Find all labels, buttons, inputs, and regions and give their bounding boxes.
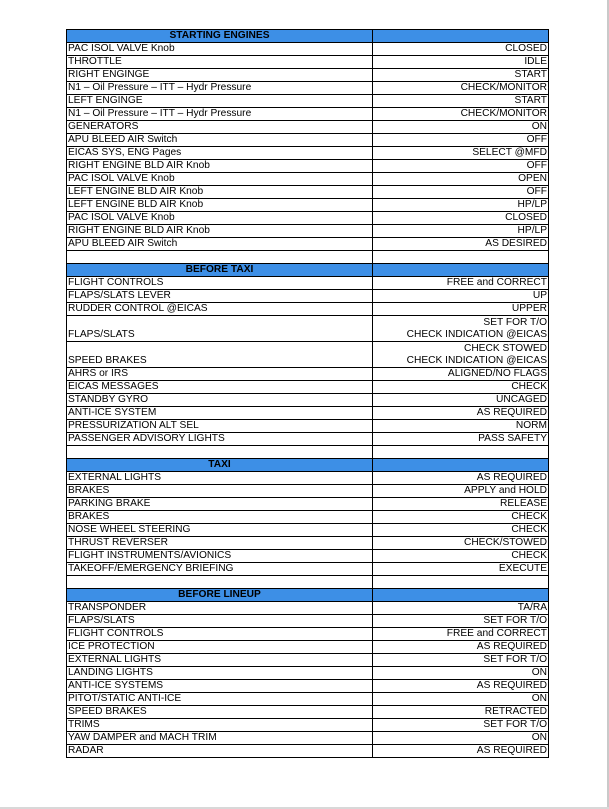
checklist-action bbox=[373, 667, 549, 680]
checklist-action bbox=[373, 693, 549, 706]
section-header-taxi bbox=[67, 459, 549, 472]
checklist-action-line: PASS SAFETY bbox=[478, 433, 547, 445]
checklist-action-line: ALIGNED/NO FLAGS bbox=[447, 368, 547, 380]
checklist-action-line: AS REQUIRED bbox=[476, 472, 547, 484]
checklist-action-line: ON bbox=[531, 121, 547, 133]
checklist-row bbox=[67, 95, 549, 108]
checklist-row bbox=[67, 43, 549, 56]
checklist-row bbox=[67, 394, 549, 407]
checklist-action bbox=[373, 745, 549, 758]
checklist-action bbox=[373, 342, 549, 368]
checklist-row bbox=[67, 511, 549, 524]
checklist-action-line: SET FOR T/O bbox=[483, 719, 547, 731]
checklist-action-line: UNCAGED bbox=[496, 394, 547, 406]
checklist-item: EICAS MESSAGES bbox=[67, 381, 373, 394]
checklist-row bbox=[67, 550, 549, 563]
checklist-action bbox=[373, 524, 549, 537]
checklist-item: RIGHT ENGINE BLD AIR Knob bbox=[67, 160, 373, 173]
checklist-row bbox=[67, 147, 549, 160]
checklist-row bbox=[67, 186, 549, 199]
checklist-item: FLIGHT INSTRUMENTS/AVIONICS bbox=[67, 550, 373, 563]
section-header-blank-cell bbox=[373, 264, 549, 277]
checklist-action bbox=[373, 121, 549, 134]
checklist-action-line: CHECK INDICATION @EICAS bbox=[406, 355, 547, 366]
checklist-item: RIGHT ENGINE BLD AIR Knob bbox=[67, 225, 373, 238]
checklist-item: APU BLEED AIR Switch bbox=[67, 238, 373, 251]
checklist-row bbox=[67, 381, 549, 394]
checklist-action bbox=[373, 212, 549, 225]
checklist-body bbox=[67, 30, 549, 758]
checklist-item: RADAR bbox=[67, 745, 373, 758]
section-title: TAXI bbox=[67, 459, 373, 472]
checklist-action-line: CHECK bbox=[511, 550, 547, 562]
checklist-item: ANTI-ICE SYSTEMS bbox=[67, 680, 373, 693]
checklist-action bbox=[373, 186, 549, 199]
checklist-action bbox=[373, 563, 549, 576]
checklist-action bbox=[373, 277, 549, 290]
checklist-action-line: IDLE bbox=[524, 56, 547, 68]
checklist-item: TAKEOFF/EMERGENCY BRIEFING bbox=[67, 563, 373, 576]
checklist-action bbox=[373, 602, 549, 615]
checklist-row bbox=[67, 290, 549, 303]
checklist-action bbox=[373, 368, 549, 381]
checklist-item: RUDDER CONTROL @EICAS bbox=[67, 303, 373, 316]
checklist-action-line: FREE and CORRECT bbox=[446, 628, 547, 640]
checklist-action bbox=[373, 43, 549, 56]
checklist-item: YAW DAMPER and MACH TRIM bbox=[67, 732, 373, 745]
checklist-action bbox=[373, 225, 549, 238]
blank-cell bbox=[373, 251, 549, 264]
checklist-item: THRUST REVERSER bbox=[67, 537, 373, 550]
checklist-item: AHRS or IRS bbox=[67, 368, 373, 381]
checklist-action-line: RELEASE bbox=[500, 498, 547, 510]
section-header-starting-engines bbox=[67, 30, 549, 43]
blank-spacer-row bbox=[67, 251, 549, 264]
checklist-action bbox=[373, 160, 549, 173]
checklist-row bbox=[67, 654, 549, 667]
checklist-item: FLIGHT CONTROLS bbox=[67, 277, 373, 290]
checklist-row bbox=[67, 420, 549, 433]
checklist-action-line: HP/LP bbox=[517, 225, 547, 237]
section-header-before-taxi bbox=[67, 264, 549, 277]
checklist-action-line: APPLY and HOLD bbox=[464, 485, 547, 497]
section-title: STARTING ENGINES bbox=[67, 30, 373, 43]
checklist-item: LEFT ENGINGE bbox=[67, 95, 373, 108]
checklist-row bbox=[67, 160, 549, 173]
checklist-item: RIGHT ENGINGE bbox=[67, 69, 373, 82]
checklist-row bbox=[67, 719, 549, 732]
checklist-item: EXTERNAL LIGHTS bbox=[67, 472, 373, 485]
checklist-item: FLAPS/SLATS bbox=[67, 316, 373, 342]
checklist-row bbox=[67, 498, 549, 511]
checklist-row bbox=[67, 563, 549, 576]
checklist-row bbox=[67, 303, 549, 316]
checklist-table bbox=[66, 29, 549, 758]
checklist-action-line: START bbox=[514, 95, 547, 107]
checklist-action bbox=[373, 134, 549, 147]
checklist-row bbox=[67, 368, 549, 381]
checklist-action bbox=[373, 654, 549, 667]
checklist-action-line: ON bbox=[531, 693, 547, 705]
checklist-row bbox=[67, 745, 549, 758]
checklist-action-line: HP/LP bbox=[517, 199, 547, 211]
checklist-action-line: CLOSED bbox=[505, 43, 547, 55]
checklist-action bbox=[373, 472, 549, 485]
checklist-item: PRESSURIZATION ALT SEL bbox=[67, 420, 373, 433]
checklist-row bbox=[67, 82, 549, 95]
checklist-item: GENERATORS bbox=[67, 121, 373, 134]
checklist-row bbox=[67, 277, 549, 290]
checklist-row bbox=[67, 212, 549, 225]
checklist-item: TRANSPONDER bbox=[67, 602, 373, 615]
blank-cell bbox=[67, 446, 373, 459]
checklist-action-line: AS REQUIRED bbox=[476, 745, 547, 757]
checklist-action bbox=[373, 641, 549, 654]
checklist-row bbox=[67, 199, 549, 212]
checklist-item: N1 – Oil Pressure – ITT – Hydr Pressure bbox=[67, 82, 373, 95]
checklist-action-line: CHECK STOWED bbox=[463, 343, 547, 354]
checklist-action bbox=[373, 706, 549, 719]
checklist-item: EICAS SYS, ENG Pages bbox=[67, 147, 373, 160]
checklist-action-line: AS DESIRED bbox=[485, 238, 547, 250]
checklist-action-line: OFF bbox=[526, 186, 547, 198]
checklist-action-line: SELECT @MFD bbox=[472, 147, 547, 159]
checklist-item: PAC ISOL VALVE Knob bbox=[67, 212, 373, 225]
checklist-action-line: OFF bbox=[526, 134, 547, 146]
checklist-item: PARKING BRAKE bbox=[67, 498, 373, 511]
checklist-row bbox=[67, 706, 549, 719]
checklist-item: N1 – Oil Pressure – ITT – Hydr Pressure bbox=[67, 108, 373, 121]
checklist-action-line: AS REQUIRED bbox=[476, 641, 547, 653]
checklist-row bbox=[67, 537, 549, 550]
checklist-item: THROTTLE bbox=[67, 56, 373, 69]
checklist-row bbox=[67, 693, 549, 706]
blank-cell bbox=[373, 446, 549, 459]
checklist-action-line: OPEN bbox=[518, 173, 547, 185]
checklist-row bbox=[67, 316, 549, 342]
checklist-action bbox=[373, 173, 549, 186]
checklist-action-line: ON bbox=[531, 732, 547, 744]
checklist-action bbox=[373, 485, 549, 498]
checklist-item: FLAPS/SLATS LEVER bbox=[67, 290, 373, 303]
checklist-item: LANDING LIGHTS bbox=[67, 667, 373, 680]
checklist-action-line: CHECK bbox=[511, 381, 547, 393]
checklist-action bbox=[373, 732, 549, 745]
checklist-action-line: UPPER bbox=[511, 303, 547, 315]
checklist-row bbox=[67, 69, 549, 82]
checklist-item: BRAKES bbox=[67, 511, 373, 524]
checklist-item: PASSENGER ADVISORY LIGHTS bbox=[67, 433, 373, 446]
checklist-item: APU BLEED AIR Switch bbox=[67, 134, 373, 147]
checklist-action-line: CLOSED bbox=[505, 212, 547, 224]
blank-spacer-row bbox=[67, 576, 549, 589]
checklist-action bbox=[373, 433, 549, 446]
checklist-row bbox=[67, 602, 549, 615]
checklist-action-line: OFF bbox=[526, 160, 547, 172]
checklist-item: SPEED BRAKES bbox=[67, 342, 373, 368]
checklist-item: PAC ISOL VALVE Knob bbox=[67, 43, 373, 56]
section-header-before-lineup bbox=[67, 589, 549, 602]
checklist-row bbox=[67, 407, 549, 420]
checklist-action-line: UP bbox=[532, 290, 547, 302]
checklist-row bbox=[67, 108, 549, 121]
checklist-action-line: CHECK/MONITOR bbox=[460, 108, 547, 120]
checklist-action bbox=[373, 511, 549, 524]
checklist-item: SPEED BRAKES bbox=[67, 706, 373, 719]
checklist-row bbox=[67, 524, 549, 537]
checklist-item: PITOT/STATIC ANTI-ICE bbox=[67, 693, 373, 706]
checklist-row bbox=[67, 485, 549, 498]
checklist-action-line: START bbox=[514, 69, 547, 81]
checklist-item: NOSE WHEEL STEERING bbox=[67, 524, 373, 537]
checklist-action-line: CHECK/STOWED bbox=[463, 537, 547, 549]
checklist-action bbox=[373, 680, 549, 693]
checklist-row bbox=[67, 238, 549, 251]
checklist-row bbox=[67, 641, 549, 654]
checklist-action-line: SET FOR T/O bbox=[483, 615, 547, 627]
checklist-action-line: RETRACTED bbox=[484, 706, 547, 718]
checklist-action bbox=[373, 537, 549, 550]
blank-cell bbox=[67, 576, 373, 589]
checklist-action-line: FREE and CORRECT bbox=[446, 277, 547, 289]
checklist-item: TRIMS bbox=[67, 719, 373, 732]
checklist-item: ICE PROTECTION bbox=[67, 641, 373, 654]
checklist-action bbox=[373, 407, 549, 420]
checklist-action bbox=[373, 420, 549, 433]
checklist-row bbox=[67, 342, 549, 368]
checklist-action-line: EXECUTE bbox=[498, 563, 547, 575]
checklist-action bbox=[373, 719, 549, 732]
checklist-action bbox=[373, 550, 549, 563]
checklist-action bbox=[373, 290, 549, 303]
checklist-action-line: CHECK bbox=[511, 524, 547, 536]
section-header-blank-cell bbox=[373, 30, 549, 43]
checklist-action-line: NORM bbox=[515, 420, 547, 432]
blank-spacer-row bbox=[67, 446, 549, 459]
checklist-action bbox=[373, 56, 549, 69]
checklist-action bbox=[373, 199, 549, 212]
checklist-row bbox=[67, 56, 549, 69]
checklist-row bbox=[67, 134, 549, 147]
checklist-action bbox=[373, 303, 549, 316]
checklist-item: EXTERNAL LIGHTS bbox=[67, 654, 373, 667]
blank-cell bbox=[67, 251, 373, 264]
checklist-row bbox=[67, 433, 549, 446]
checklist-row bbox=[67, 615, 549, 628]
checklist-action bbox=[373, 69, 549, 82]
checklist-action bbox=[373, 615, 549, 628]
checklist-action bbox=[373, 238, 549, 251]
checklist-action bbox=[373, 95, 549, 108]
checklist-row bbox=[67, 472, 549, 485]
checklist-action-line: AS REQUIRED bbox=[476, 407, 547, 419]
checklist-action-line: CHECK/MONITOR bbox=[460, 82, 547, 94]
checklist-row bbox=[67, 680, 549, 693]
checklist-action bbox=[373, 316, 549, 342]
checklist-row bbox=[67, 121, 549, 134]
checklist-action-line: TA/RA bbox=[517, 602, 547, 614]
checklist-item: PAC ISOL VALVE Knob bbox=[67, 173, 373, 186]
blank-cell bbox=[373, 576, 549, 589]
checklist-item: ANTI-ICE SYSTEM bbox=[67, 407, 373, 420]
checklist-action-line: CHECK INDICATION @EICAS bbox=[406, 329, 547, 340]
checklist-item: LEFT ENGINE BLD AIR Knob bbox=[67, 199, 373, 212]
checklist-action bbox=[373, 381, 549, 394]
checklist-action-line: SET FOR T/O bbox=[483, 654, 547, 666]
checklist-row bbox=[67, 667, 549, 680]
section-title: BEFORE LINEUP bbox=[67, 589, 373, 602]
checklist-action-line: SET FOR T/O bbox=[483, 317, 547, 328]
checklist-action bbox=[373, 147, 549, 160]
section-header-blank-cell bbox=[373, 589, 549, 602]
checklist-action-line: ON bbox=[531, 667, 547, 679]
checklist-action bbox=[373, 628, 549, 641]
checklist-row bbox=[67, 225, 549, 238]
checklist-action bbox=[373, 498, 549, 511]
checklist-action bbox=[373, 82, 549, 95]
checklist-action bbox=[373, 108, 549, 121]
checklist-item: FLIGHT CONTROLS bbox=[67, 628, 373, 641]
checklist-row bbox=[67, 628, 549, 641]
checklist-item: LEFT ENGINE BLD AIR Knob bbox=[67, 186, 373, 199]
section-header-blank-cell bbox=[373, 459, 549, 472]
checklist-item: STANDBY GYRO bbox=[67, 394, 373, 407]
checklist-row bbox=[67, 173, 549, 186]
checklist-action-line: CHECK bbox=[511, 511, 547, 523]
checklist-action-line: AS REQUIRED bbox=[476, 680, 547, 692]
checklist-action bbox=[373, 394, 549, 407]
checklist-row bbox=[67, 732, 549, 745]
section-title: BEFORE TAXI bbox=[67, 264, 373, 277]
checklist-item: BRAKES bbox=[67, 485, 373, 498]
checklist-item: FLAPS/SLATS bbox=[67, 615, 373, 628]
